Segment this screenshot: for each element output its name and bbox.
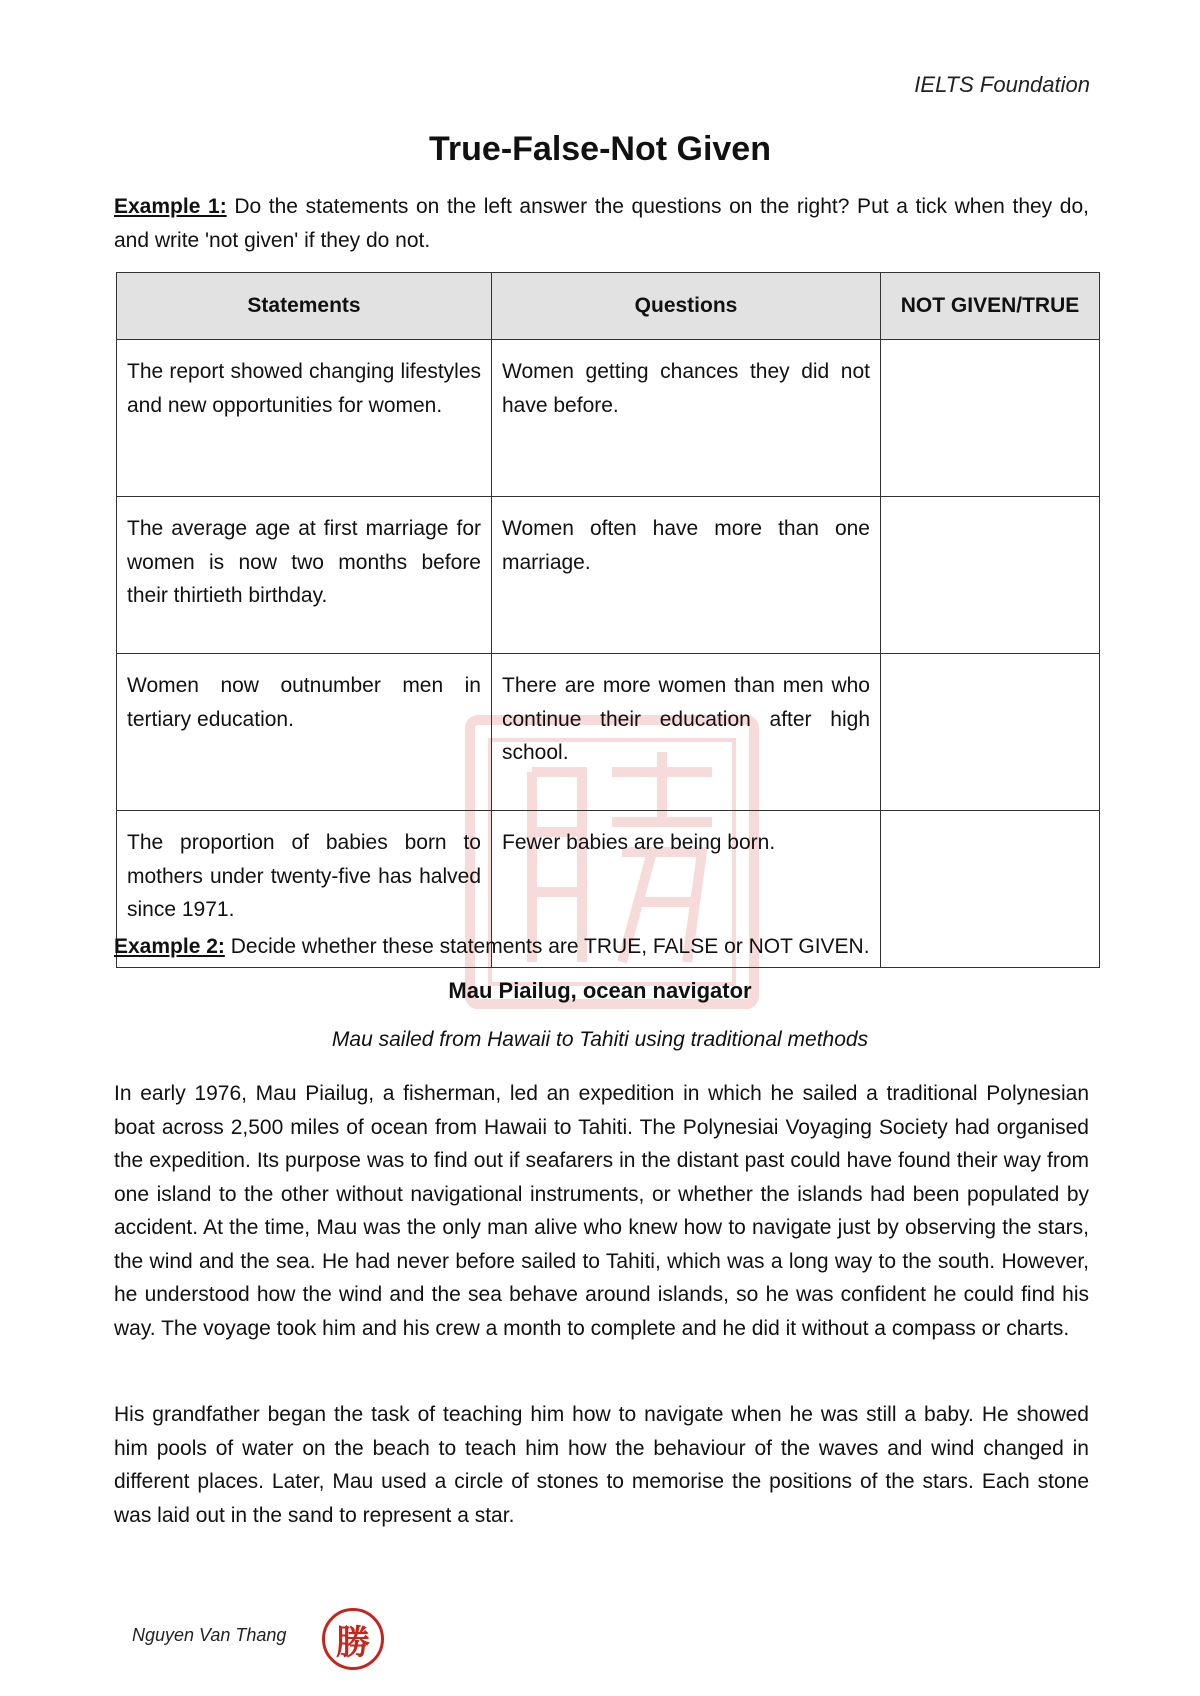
statements-table [116, 272, 1100, 968]
answer-cell[interactable] [881, 497, 1100, 654]
question-cell: Fewer babies are being born. [492, 811, 881, 968]
table-header-row [117, 273, 1100, 340]
question-cell: Women getting chances they did not have before. [492, 340, 881, 497]
example1-text: Do the statements on the left answer the questions on the right? Put a tick when they do, and write 'not given' if they do not. [114, 195, 1089, 252]
question-cell: Women often have more than one marriage. [492, 497, 881, 654]
article-subtitle: Mau sailed from Hawaii to Tahiti using traditional methods [331, 1028, 869, 1051]
table-row [117, 654, 1100, 811]
answer-cell[interactable] [881, 340, 1100, 497]
example1-label: Example 1: [114, 195, 227, 218]
statement-cell: The average age at first marriage for women is now two months before their thirtieth birthday. [117, 497, 492, 654]
statement-cell: Women now outnumber men in tertiary education. [117, 654, 492, 811]
table-row [117, 497, 1100, 654]
example2-instruction [114, 930, 1089, 964]
article-paragraph-1: In early 1976, Mau Piailug, a fisherman, led an expedition in which he sailed a traditional Polynesian boat across 2,500 miles of ocean from Hawaii to Tahiti. The Polynesiai Voyaging Society had organised the expedition. Its purpose was to find out if seafarers in the distant past could have found their way from one island to the other without navigational instruments, or whether the islands had been populated by accident. At the time, Mau was the only man alive who knew how to navigate just by observing the stars, the wind and the sea. He had never before sailed to Tahiti, which was a long way to the south. However, he understood how the wind and the sea behave around islands, so he was confident he could find his way. The voyage took him and his crew a month to complete and he did it without a compass or charts. [114, 1082, 1089, 1340]
column-header-questions: Questions [492, 273, 881, 340]
article-title: Mau Piailug, ocean navigator [448, 978, 752, 1003]
article-paragraph-2: His grandfather began the task of teaching him how to navigate when he was still a baby. He showed him pools of water on the beach to teach him how the behaviour of the waves and wind changed in different places. Later, Mau used a circle of stones to memorise the positions of the stars. Each stone was laid out in the sand to represent a star. [114, 1403, 1089, 1527]
column-header-statements: Statements [117, 273, 492, 340]
page-title: True-False-Not Given [429, 130, 771, 168]
example2-text: Decide whether these statements are TRUE, FALSE or NOT GIVEN. [224, 935, 870, 958]
example1-instruction [114, 190, 1089, 257]
column-header-answer: NOT GIVEN/TRUE [881, 273, 1100, 340]
question-cell: There are more women than men who continue their education after high school. [492, 654, 881, 811]
statement-cell: The report showed changing lifestyles and new opportunities for women. [117, 340, 492, 497]
example2-label: Example 2: [114, 935, 225, 958]
statement-cell: The proportion of babies born to mothers under twenty-five has halved since 1971. [117, 811, 492, 968]
answer-cell[interactable] [881, 654, 1100, 811]
table-row [117, 340, 1100, 497]
footer-author: Nguyen Van Thang [132, 1625, 287, 1645]
header-course-name: IELTS Foundation [914, 72, 1090, 97]
seal-logo-icon: 勝 [322, 1608, 384, 1670]
